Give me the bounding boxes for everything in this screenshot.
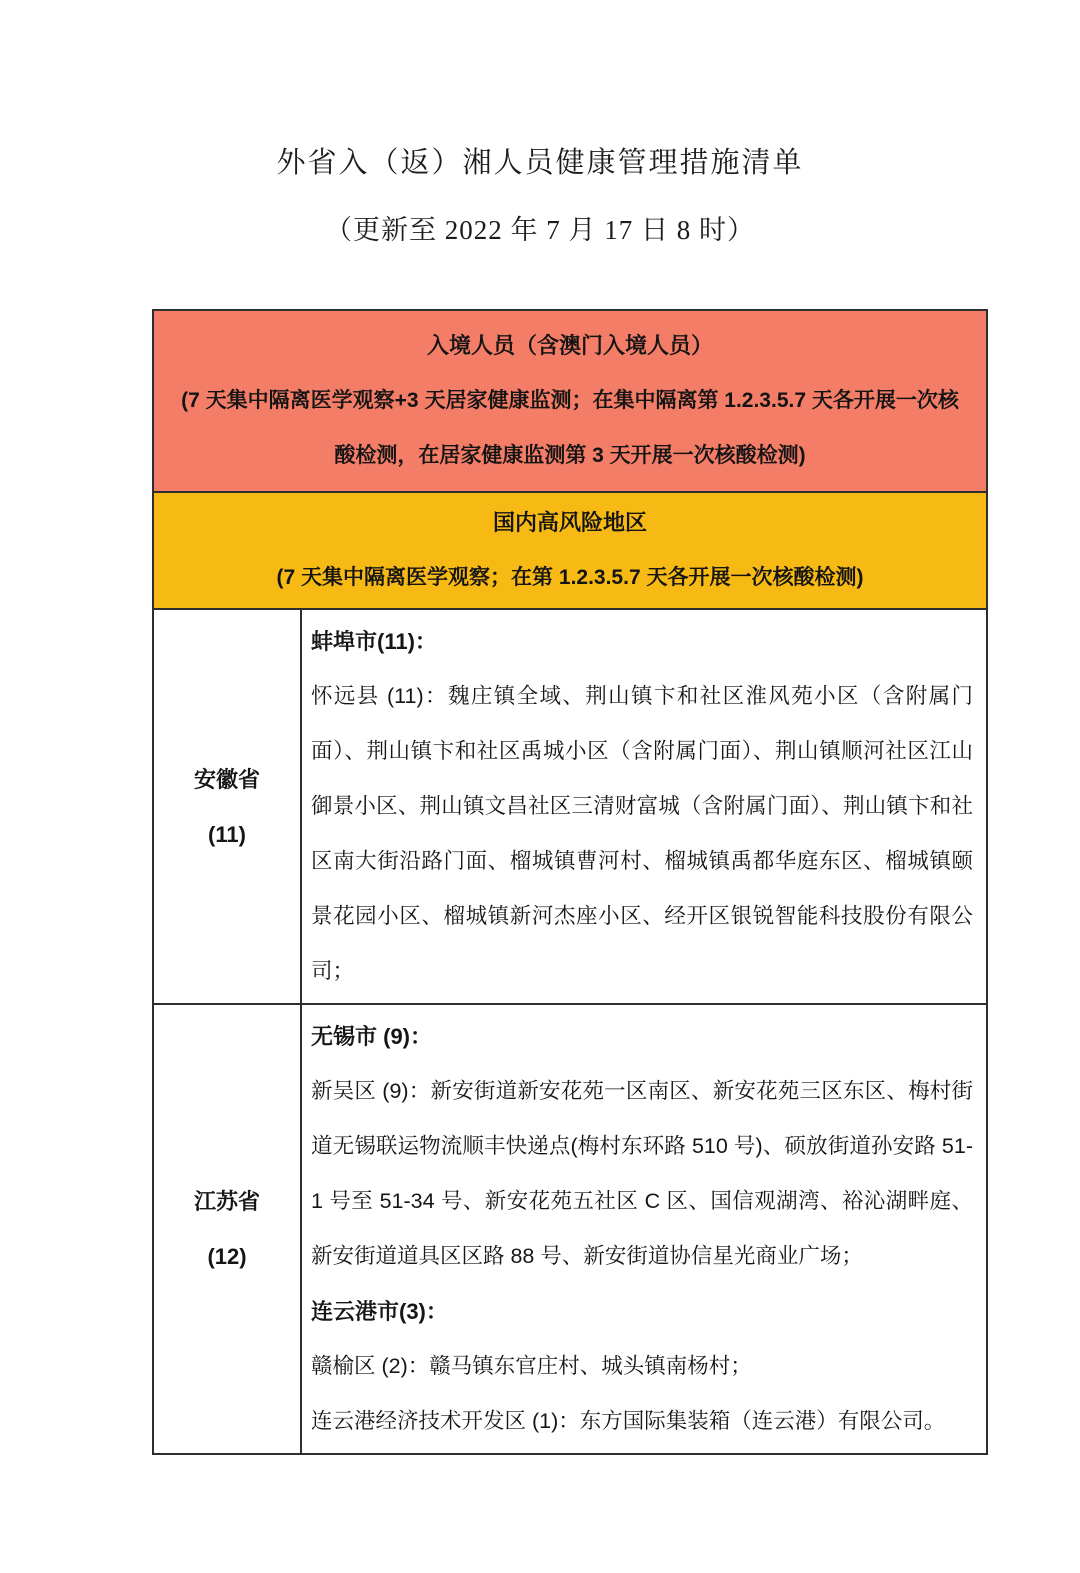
measures-table — [152, 309, 988, 1455]
areas-cell — [302, 610, 986, 1003]
city-header: 连云港市(3)： — [311, 1299, 448, 1324]
entry-persons-header — [154, 311, 986, 493]
city-header: 蚌埠市(11)： — [311, 629, 437, 654]
province-count: (11) — [208, 821, 246, 847]
area-paragraph: 赣榆区 (2)：赣马镇东官庄村、城头镇南杨村； — [311, 1354, 752, 1378]
province-name: 安徽省 — [193, 766, 260, 792]
area-paragraph: 新吴区 (9)：新安街道新安花苑一区南区、新安花苑三区东区、梅村街道无锡联运物流顺丰快递点(梅村东环路 510 号)、硕放街道孙安路 51-1 号至 51-34 号、新安花苑五社区 C 区、国信观湖湾、裕沁湖畔庭、新安街道道具区区路 88 号、新安街道协信星光商业广场； — [311, 1079, 973, 1268]
area-paragraph: 连云港经济技术开发区 (1)：东方国际集装箱（连云港）有限公司。 — [311, 1409, 946, 1433]
page-subtitle: （更新至 2022 年 7 月 17 日 8 时） — [325, 215, 755, 245]
city-header: 无锡市 (9)： — [311, 1024, 433, 1049]
page-title: 外省入（返）湘人员健康管理措施清单 — [276, 147, 804, 179]
document-page — [0, 140, 1080, 1455]
area-paragraph: 怀远县 (11)：魏庄镇全域、荆山镇卞和社区淮风苑小区（含附属门面）、荆山镇卞和社区禹城小区（含附属门面）、荆山镇顺河社区江山御景小区、荆山镇文昌社区三清财富城（含附属门面）、荆山镇卞和社区南大街沿路门面、榴城镇曹河村、榴城镇禹都华庭东区、榴城镇颐景花园小区、榴城镇新河杰座小区、经开区银锐智能科技股份有限公司； — [311, 684, 973, 983]
high-risk-note: (7 天集中隔离医学观察；在第 1.2.3.5.7 天各开展一次核酸检测) — [276, 566, 864, 589]
entry-persons-note: (7 天集中隔离医学观察+3 天居家健康监测；在集中隔离第 1.2.3.5.7 天各开展一次核酸检测，在居家健康监测第 3 天开展一次核酸检测) — [181, 389, 959, 467]
province-name: 江苏省 — [193, 1189, 260, 1214]
high-risk-header — [154, 493, 986, 610]
entry-persons-title: 入境人员（含澳门入境人员） — [426, 333, 713, 358]
province-rows — [154, 610, 986, 1453]
high-risk-title: 国内高风险地区 — [492, 510, 647, 535]
province-count: (12) — [207, 1244, 247, 1269]
table-row — [154, 610, 986, 1005]
areas-cell — [302, 1005, 986, 1453]
province-cell — [154, 1005, 302, 1453]
province-cell — [154, 610, 302, 1003]
table-row — [154, 1005, 986, 1453]
